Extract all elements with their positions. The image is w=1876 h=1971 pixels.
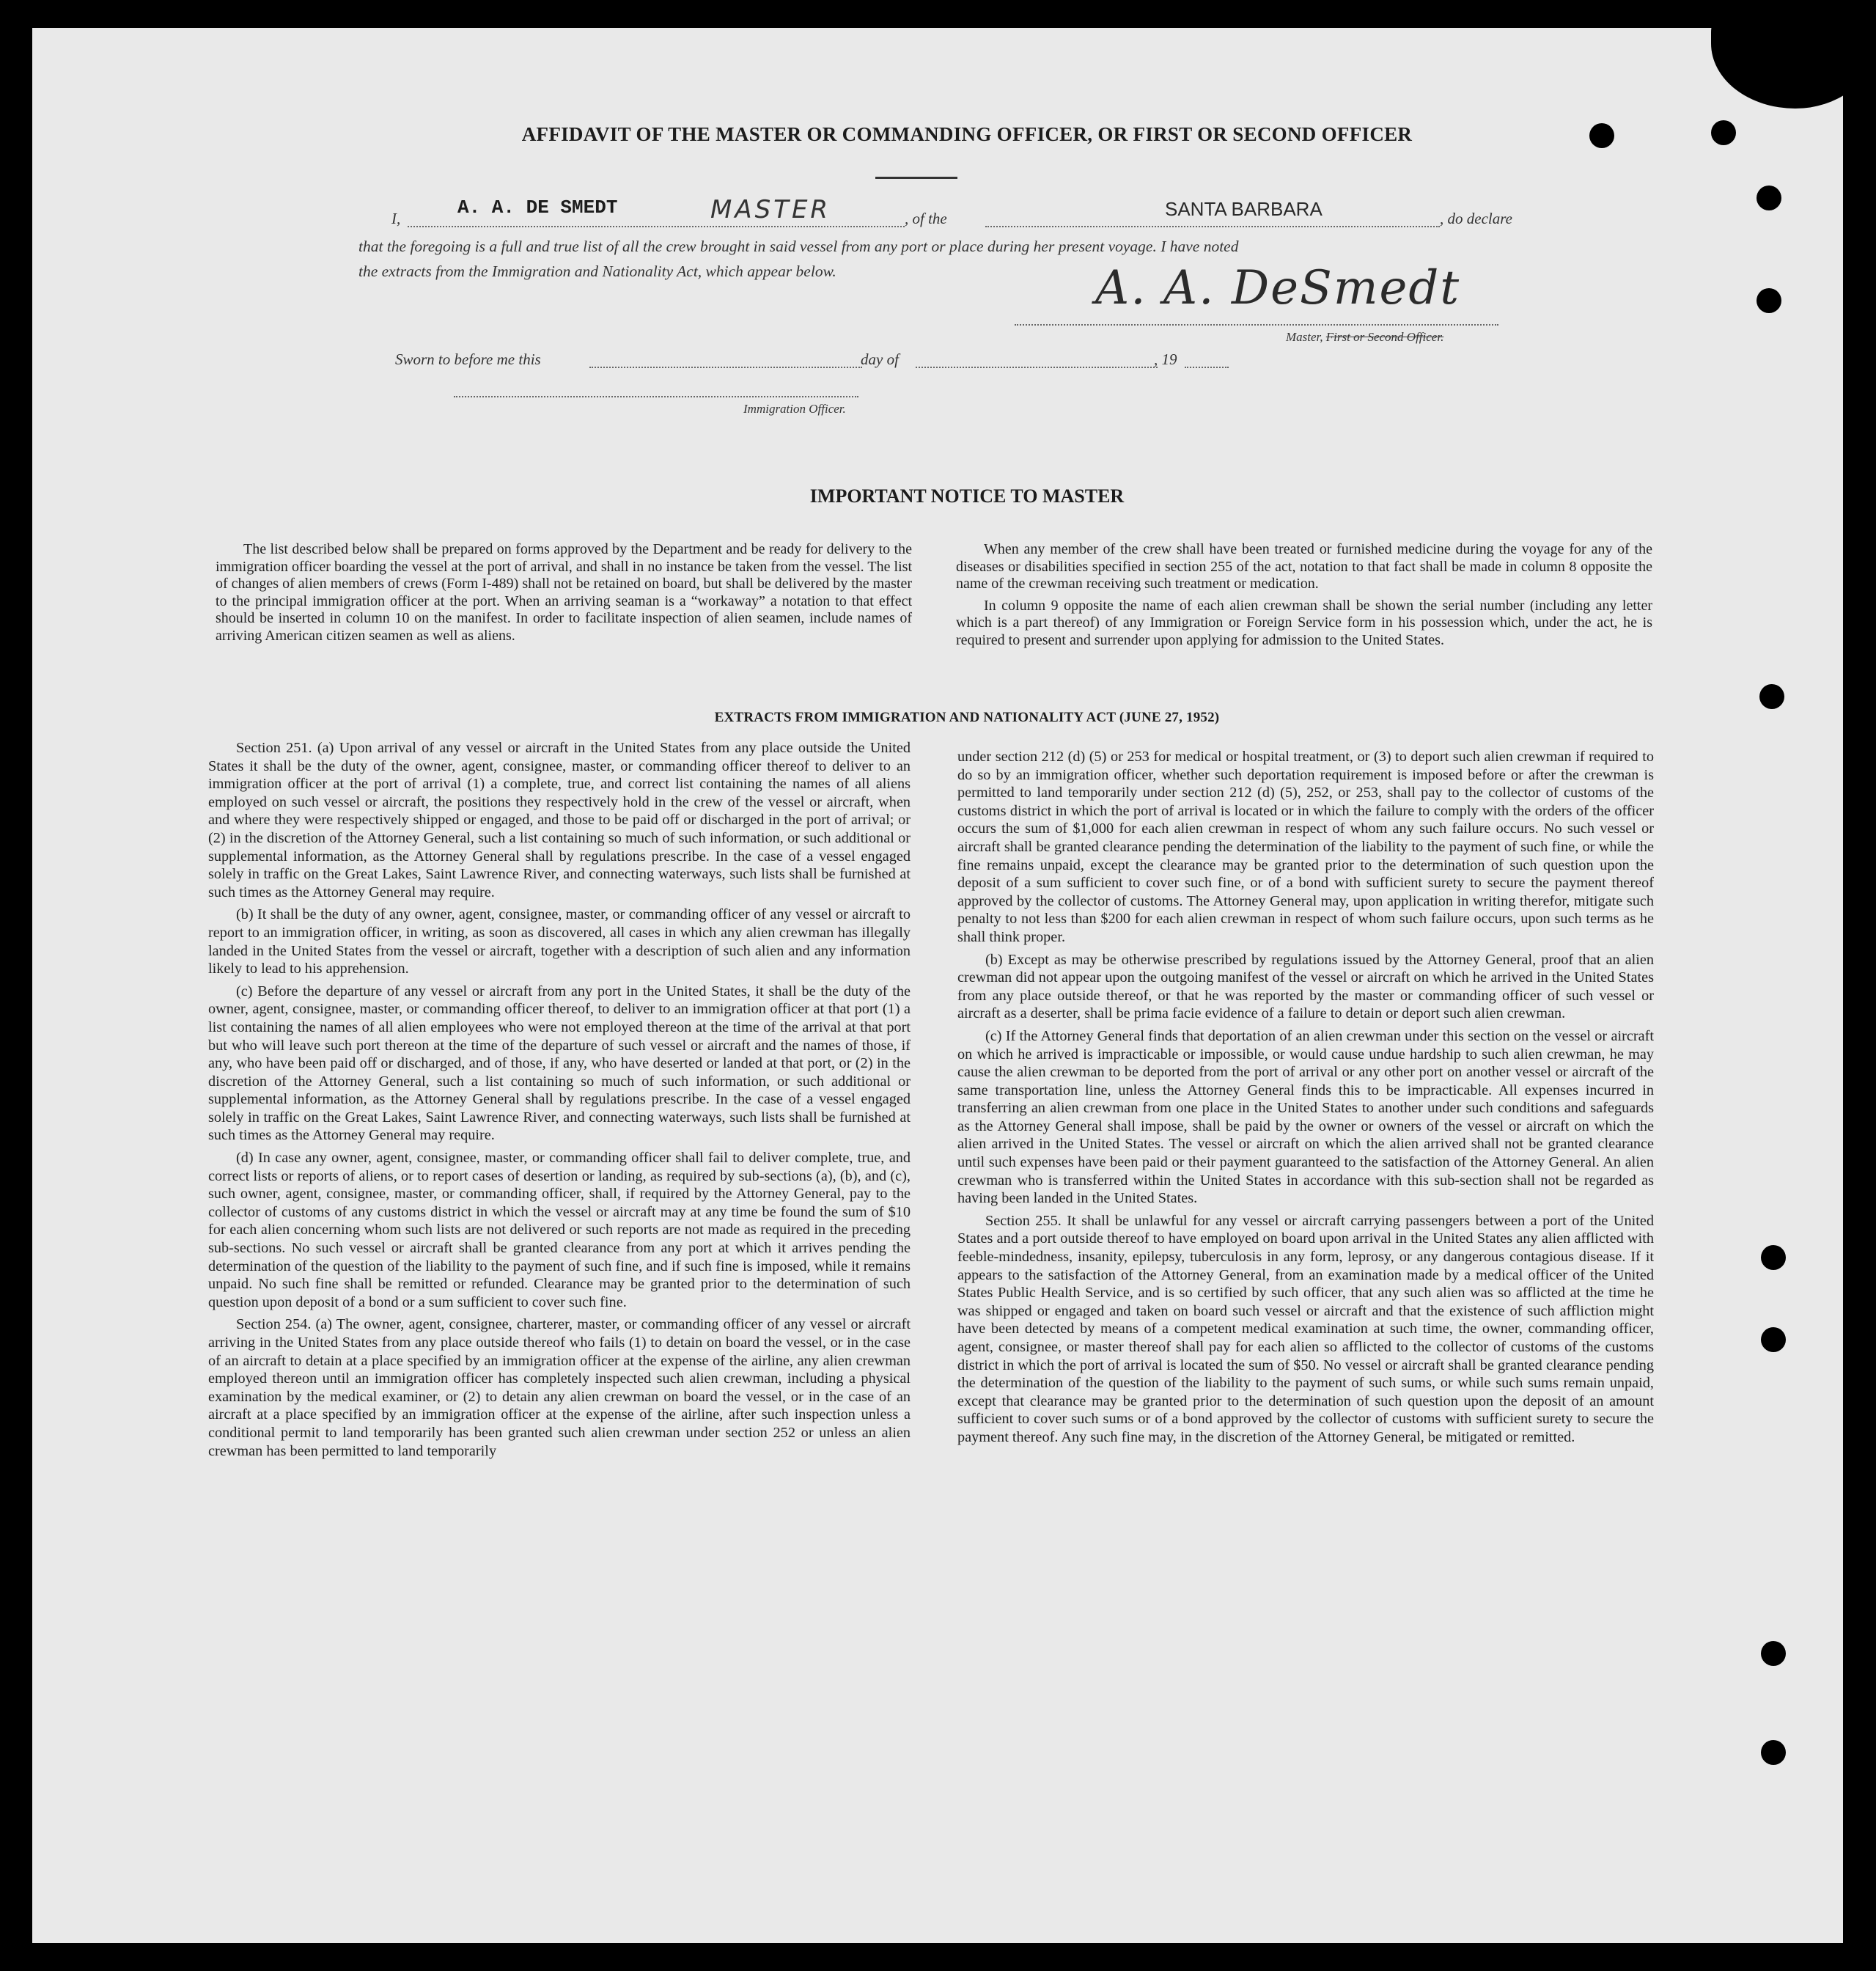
section-254-a-continued: under section 212 (d) (5) or 253 for medical or hospital treatment, or (3) to deport such alien crewman if required to do so by an immigration officer, whether such deportation requirement is imposed before or after the crewman is permitted to land temporarily under section 212 (d) (5), 252, or 253, shall pay to the collector of customs of the customs district in which the port of arrival is located or in which the failure to comply with the orders of the officer occurs the sum of $1,000 for each alien crewman in respect of whom any such failure occurs. No such vessel or aircraft shall be granted clearance pending the determination of the liability to the payment of such fine, or while the fine remains unpaid, except the clearance may be granted prior to the determination of such question upon the deposit of a sum sufficient to cover such fine, or of a bond with sufficient surety to secure the payment thereof approved by the collector of customs. The Attorney General may, upon application in writing therefor, mitigate such penalty to not less than $200 for each alien crewman in respect of whom such failure occurs, upon such terms as he shall think proper. (957, 749, 1654, 945)
document-page (32, 28, 1843, 1943)
extracts-left-column (208, 739, 911, 1464)
punch-hole (1757, 288, 1781, 313)
sworn-day-line (589, 367, 862, 368)
notice-right-paragraph-2: In column 9 opposite the name of each alien crewman shall be shown the serial number (including any letter which is a part thereof) of any Immigration or Foreign Service form in his possession which, under the act, he is required to present and surrender upon applying for admission to the United States. (956, 597, 1652, 648)
signature-line (1015, 324, 1498, 326)
extracts-right-column (957, 748, 1654, 1451)
punch-hole (1757, 186, 1781, 210)
master-signature: A. A. DeSmedt (1095, 261, 1461, 315)
notice-title: IMPORTANT NOTICE TO MASTER (809, 485, 1125, 507)
declaration-text: that the foregoing is a full and true list of all the crew brought in said vessel from any port or place during her present voyage. I have noted (358, 238, 1239, 255)
do-declare-label: , do declare (1440, 210, 1512, 227)
vessel-name: SANTA BARBARA (1165, 198, 1323, 220)
caption-struck-officer: First or Second Officer. (1325, 330, 1444, 344)
section-254-b: (b) Except as may be otherwise prescribed by regulations issued by the Attorney General, proof that an alien crewman did not appear upon the outgoing manifest of the vessel or aircraft on which he arrived in the United States from any place outside thereof, or that he was reported by the master or commanding officer of such vessel or aircraft as a deserter, shall be prima facie evidence of a failure to detain or deport such alien crewman. (957, 951, 1654, 1022)
year-label: , 19 (1154, 350, 1177, 368)
punch-hole (1761, 1740, 1786, 1765)
extracts-title: EXTRACTS FROM IMMIGRATION AND NATIONALITY ACT (JUNE 27, 1952) (714, 710, 1220, 725)
of-the-label: , of the (905, 210, 947, 227)
punch-hole (1759, 684, 1784, 709)
notice-right-paragraph-1: When any member of the crew shall have been treated or furnished medicine during the voyage for any of the diseases or disabilities specified in section 255 of the act, notation to that fact shall be made in column 8 opposite the name of the crewman receiving such treatment or medication. (956, 541, 1652, 592)
sworn-month-line (916, 367, 1158, 368)
vessel-line (985, 226, 1440, 227)
sworn-label: Sworn to before me this (395, 350, 541, 368)
section-251-d: (d) In case any owner, agent, consignee, master, or commanding officer shall fail to deliver complete, true, and correct lists or reports of aliens, or to report cases of desertion or landing, as required by sub-sections (a), (b), and (c), such owner, agent, consignee, master, or commanding officer, shall, if required by the Attorney General, pay to the collector of customs of any customs district in which the vessel or aircraft may at any time be found the sum of $10 for each alien concerning whom such lists are not delivered or such reports are not made as required in the preceding sub-sections. No such vessel or aircraft shall be granted clearance from any port at which it arrives pending the determination of the question of the liability to the payment of such fine, and if such fine is imposed, while it remains unpaid. No such fine shall be remitted or refunded. Clearance may be granted prior to the determination of such question upon deposit of a bond or a sum sufficient to cover such fine. (208, 1150, 911, 1310)
master-name: A. A. DE SMEDT (457, 197, 618, 219)
torn-corner (1711, 28, 1843, 109)
notice-left-column (216, 541, 912, 649)
affidavit-title: AFFIDAVIT OF THE MASTER OR COMMANDING OFFICER, OR FIRST OR SECOND OFFICER (521, 123, 1413, 145)
i-label: I, (391, 210, 401, 227)
caption-master: Master, (1286, 330, 1323, 344)
declaration-text-2: the extracts from the Immigration and Nationality Act, which appear below. (358, 263, 836, 280)
officer-signature-line (454, 396, 858, 397)
signature-caption (1286, 330, 1443, 345)
notice-left-paragraph: The list described below shall be prepared on forms approved by the Department and be ready for delivery to the immigration officer boarding the vessel at the port of arrival, and shall in no instance be taken from the vessel. The list of changes of alien members of crews (Form I-489) shall not be retained on board, but shall be delivered by the master to the principal immigration officer at the port. When an arriving seaman is a “workaway” a notation to that effect should be inserted in column 10 on the manifest. In order to facilitate inspection of alien seamen, include names of arriving American citizen seamen as well as aliens. (216, 541, 912, 644)
section-254-a: Section 254. (a) The owner, agent, consignee, charterer, master, or commanding officer of any vessel or aircraft arriving in the United States from any place outside thereof who fails (1) to detain on board the vessel, or in the case of an aircraft to detain at a place specified by an immigration officer at the expense of the airline, any alien crewman employed thereon until an immigration officer has completely inspected such alien crewman, including a physical examination by the medical examiner, or (2) to detain any alien crewman on board the vessel, or in the case of an aircraft at a place specified by an immigration officer at the expense of the airline, after such inspection unless a conditional permit to land temporarily has been granted such alien crewman under section 252 or unless an alien crewman has been permitted to land temporarily (208, 1316, 911, 1459)
section-251-a: Section 251. (a) Upon arrival of any vessel or aircraft in the United States from any place outside the United States it shall be the duty of the owner, agent, consignee, master, or commanding officer thereof to deliver to an immigration officer at the port of arrival (1) a complete, true, and correct list containing the names of all aliens employed on such vessel or aircraft, the positions they respectively hold in the crew of the vessel or aircraft, when and where they were respectively shipped or engaged, and those to be paid off or discharged in the port of arrival; or (2) in the discretion of the Attorney General, such a list containing so much of such information, or such additional or supplemental information, as the Attorney General shall by regulations prescribe. In the case of a vessel engaged solely in traffic on the Great Lakes, Saint Lawrence River, and connecting waterways, such lists shall be furnished at such times as the Attorney General may require. (208, 740, 911, 900)
day-of-label: day of (861, 350, 899, 368)
role-handwritten: MASTER (710, 195, 831, 224)
section-255: Section 255. It shall be unlawful for any vessel or aircraft carrying passengers between a port of the United States and a port outside thereof to have employed on board upon arrival in the United States any alien afflicted with feeble-mindedness, insanity, epilepsy, tuberculosis in any form, leprosy, or any dangerous contagious disease. If it appears to the satisfaction of the Attorney General, from an examination made by a medical officer of the United States Public Health Service, and is so certified by such officer, that any such alien was so afflicted at the time he was shipped or engaged and taken on board such vessel or aircraft and that the existence of such affliction might have been detected by means of a competent medical examination at such time, the owner, commanding officer, agent, consignee, or master thereof shall pay for each alien so afflicted to the collector of customs of the customs district in which the port of arrival is located the sum of $50. No vessel or aircraft shall be granted clearance pending the determination of the question of the liability to the payment of such sums, or while such sums remain unpaid, except that clearance may be granted prior to the determination of such question upon the deposit of an amount sufficient to cover such sums or of a bond approved by the collector of customs with sufficient surety to secure the payment thereof. Any such fine may, in the discretion of the Attorney General, be mitigated or remitted. (957, 1212, 1654, 1445)
punch-hole (1711, 120, 1736, 145)
punch-hole (1761, 1641, 1786, 1666)
year-line (1185, 367, 1229, 368)
notice-right-column (956, 541, 1652, 653)
section-251-b: (b) It shall be the duty of any owner, agent, consignee, master, or commanding officer of any vessel or aircraft to report to an immigration officer, in writing, as soon as discovered, all cases in which any alien crewman has illegally landed in the United States from the vessel or aircraft, together with a description of such alien and any information likely to lead to his apprehension. (208, 906, 911, 977)
section-254-c: (c) If the Attorney General finds that deportation of an alien crewman under this section on the vessel or aircraft on which he arrived is impracticable or impossible, or would cause undue hardship to such alien crewman, he may cause the alien crewman to be deported from the port of arrival or any other port on another vessel or aircraft of the same transportation line, unless the Attorney General finds this to be impracticable. All expenses incurred in transferring an alien crewman from one place in the United States to another under such conditions and safeguards as the Attorney General shall impose, shall be paid by the owner or owners of the vessel or aircraft on which the alien arrived in the United States. The vessel or aircraft on which the alien arrived shall not be granted clearance until such expenses have been paid or their payment guaranteed to the satisfaction of the Attorney General. An alien crewman who is transferred within the United States in accordance with this sub-section shall not be regarded as having been landed in the United States. (957, 1027, 1654, 1207)
section-251-c: (c) Before the departure of any vessel or aircraft from any port in the United States, it shall be the duty of the owner, agent, consignee, master, or commanding officer thereof, to deliver to an immigration officer at that port (1) a list containing the names of all alien employees who were not employed thereon at the time of the arrival at that port but who will leave such port thereon at the time of the departure of such vessel or aircraft and the names of those, if any, who have been paid off or discharged, and of those, if any, who have deserted or landed at that port, or (2) in the discretion of the Attorney General, such a list containing so much of such information, or such additional or supplemental information, as the Attorney General shall by regulations prescribe. In the case of a vessel engaged solely in traffic on the Great Lakes, Saint Lawrence River, and connecting waterways, such lists shall be furnished at such times as the Attorney General may require. (208, 983, 911, 1144)
name-line (408, 226, 905, 227)
punch-hole (1761, 1245, 1786, 1270)
punch-hole (1761, 1327, 1786, 1352)
title-rule (875, 177, 957, 179)
officer-caption: Immigration Officer. (743, 402, 846, 416)
